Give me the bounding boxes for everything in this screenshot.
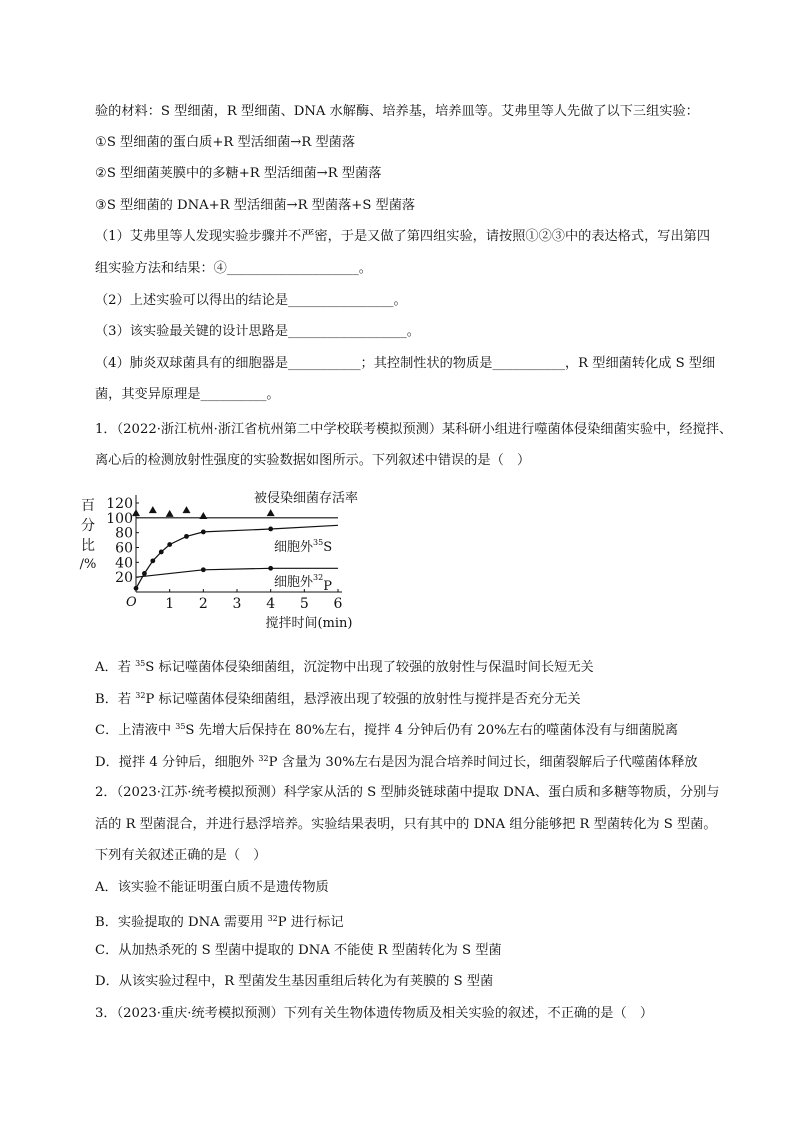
question-2-stem-line1: 2．（2023·江苏·统考模拟预测）科学家从活的 S 型肺炎链球菌中提取 DNA、蛋白质和多糖等物质，分别与: [95, 785, 720, 800]
radioactivity-chart: [79, 488, 396, 638]
subquestion-1-line1: （1）艾弗里等人发现实验步骤并不严密，于是又做了第四组实验，请按照①②③中的表达格式，写出第四: [95, 229, 711, 244]
triangle-marker: [132, 509, 140, 516]
y-ticks: [106, 496, 139, 586]
question-3-stem: 3．（2023·重庆·统考模拟预测）下列有关生物体遗传物质及相关实验的叙述，不正确的是（ ）: [95, 1006, 654, 1021]
question-2-stem-line2: 活的 R 型菌混合，并进行悬浮培养。实验结果表明，只有其中的 DNA 组分能够把 R 型菌转化为 S 型菌。: [95, 817, 717, 832]
x-tick-label: 5: [299, 596, 309, 612]
subquestion-2: （2）上述实验可以得出的结论是________________。: [95, 293, 407, 308]
y-tick-label: 80: [115, 525, 133, 542]
question-1-option-d[interactable]: D．搅拌 4 分钟后，细胞外 $^{32}$P 含量为 30%左右是因为混合培养时间过长，细菌裂解后子代噬菌体释放: [95, 754, 698, 770]
y-tick-label: 100: [106, 510, 133, 527]
chart-points: [132, 506, 275, 591]
subquestion-4-line2: 菌，其变异原理是__________。: [95, 387, 280, 402]
experiment-2: ②S 型细菌荚膜中的多糖+R 型活细菌→R 型菌落: [95, 166, 382, 181]
triangle-marker: [199, 512, 207, 519]
dot-marker: [201, 567, 206, 572]
subquestion-1-line2: 组实验方法和结果：④____________________。: [95, 261, 372, 276]
question-1-stem-line1: 1．（2022·浙江杭州·浙江省杭州第二中学校联考模拟预测）某科研小组进行噬菌体侵染细菌实验中，经搅拌、: [95, 422, 733, 437]
question-2-stem-line3: 下列有关叙述正确的是（ ）: [95, 848, 267, 863]
y-tick-label: 40: [115, 555, 133, 572]
y-axis-label-1: 百: [81, 498, 95, 514]
x-tick-label: 1: [165, 596, 175, 612]
dot-marker: [184, 534, 189, 539]
survival-label: 被侵染细菌存活率: [254, 491, 359, 506]
x-tick-label: 6: [333, 596, 343, 612]
x-axis-label: 搅拌时间(min): [265, 616, 353, 631]
question-1-stem-line2: 离心后的检测放射性强度的实验数据如图所示。下列叙述中错误的是（ ）: [95, 453, 531, 468]
x-tick-label: 4: [266, 596, 276, 612]
question-1-option-b[interactable]: B．若 $^{32}$P 标记噬菌体侵染细菌组，悬浮液出现了较强的放射性与搅拌是否充分无关: [95, 691, 581, 707]
s35-label: 细胞外$^{35}$S: [274, 538, 333, 555]
y-axis-label-4: /%: [79, 557, 97, 572]
subquestion-4-line1: （4）肺炎双球菌具有的细胞器是___________；其控制性状的物质是___________，R 型细菌转化成 S 型细: [95, 356, 716, 371]
y-axis-label-3: 比: [81, 538, 95, 554]
experiment-3: ③S 型细菌的 DNA+R 型活细菌→R 型菌落+S 型菌落: [95, 198, 416, 213]
question-2-option-c[interactable]: C．从加热杀死的 S 型菌中提取的 DNA 不能使 R 型菌转化为 S 型菌: [95, 943, 502, 958]
x-tick-label: 2: [198, 596, 208, 612]
triangle-marker: [183, 506, 191, 513]
dot-marker: [167, 542, 172, 547]
y-tick-label: 120: [106, 496, 133, 512]
dot-marker: [150, 558, 155, 563]
question-1-option-c[interactable]: C．上清液中 $^{35}$S 先增大后保持在 80%左右，搅拌 4 分钟后仍有 20%左右的噬菌体没有与细菌脱离: [95, 722, 679, 738]
question-2-option-a[interactable]: A．该实验不能证明蛋白质不是遗传物质: [95, 880, 329, 895]
question-2-option-d[interactable]: D．从该实验过程中，R 型菌发生基因重组后转化为有荚膜的 S 型菌: [95, 974, 494, 989]
y-tick-label: 60: [115, 540, 133, 557]
dot-marker: [268, 527, 273, 532]
p32-label: 细胞外$^{32}$P: [274, 573, 332, 594]
dot-marker: [268, 566, 273, 571]
dot-marker: [201, 530, 206, 535]
question-1-option-a[interactable]: A．若 $^{35}$S 标记噬菌体侵染细菌组，沉淀物中出现了较强的放射性与保温时间长短无关: [95, 659, 594, 675]
dot-marker: [134, 586, 139, 591]
dot-marker: [142, 571, 147, 576]
intro-line1: 验的材料：S 型细菌，R 型细菌、DNA 水解酶、培养基，培养皿等。艾弗里等人先做了以下三组实验：: [95, 104, 699, 119]
experiment-1: ①S 型细菌的蛋白质+R 型活细菌→R 型菌落: [95, 135, 356, 150]
y-tick-label: 20: [115, 570, 133, 587]
question-2-option-b[interactable]: B．实验提取的 DNA 需要用 $^{32}$P 进行标记: [95, 914, 344, 930]
triangle-marker: [166, 510, 174, 517]
origin-label: O: [126, 595, 137, 610]
dot-marker: [159, 550, 164, 555]
subquestion-3: （3）该实验最关键的设计思路是__________________。: [95, 324, 420, 339]
triangle-marker: [267, 509, 275, 516]
triangle-marker: [149, 506, 157, 513]
y-axis-label-2: 分: [81, 518, 95, 534]
x-tick-label: 3: [232, 596, 242, 612]
